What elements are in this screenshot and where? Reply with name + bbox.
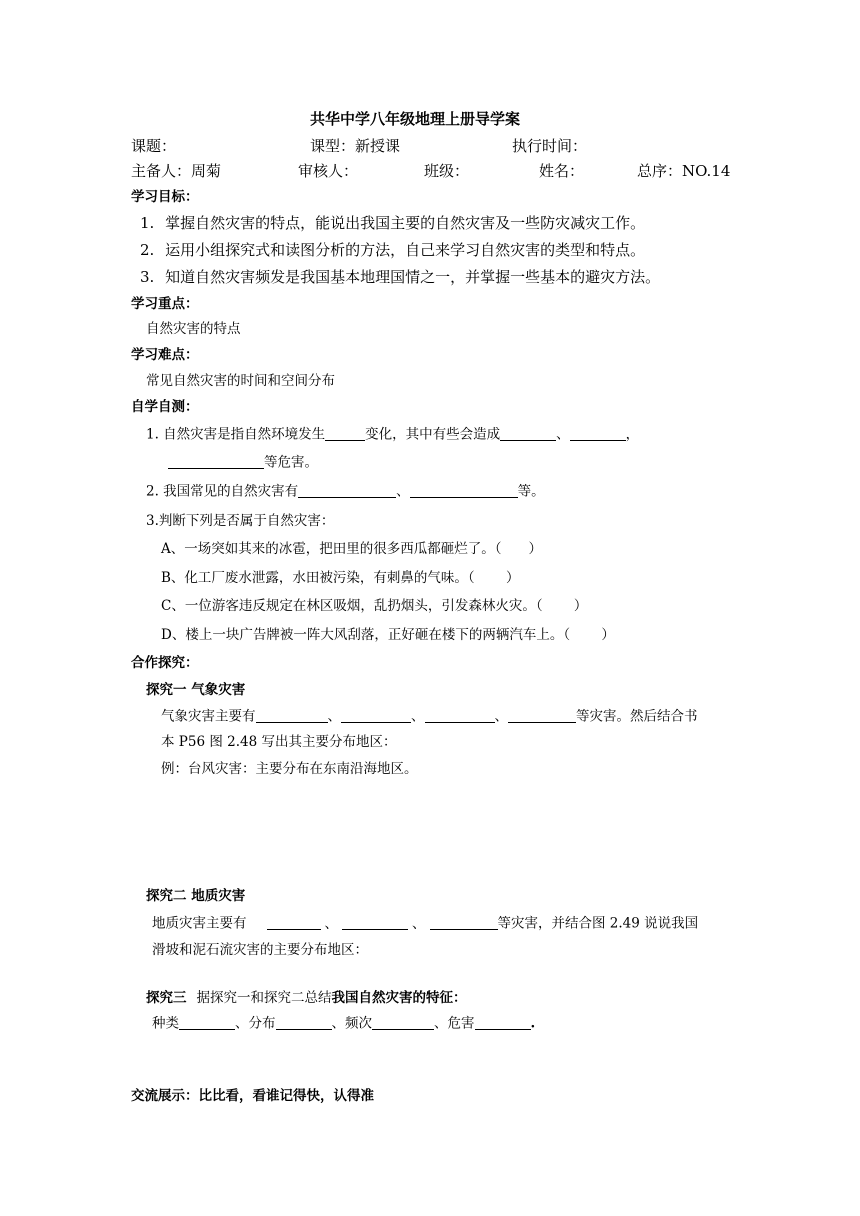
self-test-q1 [146, 426, 639, 443]
goal-item-1 [140, 214, 645, 232]
goal-text: 掌握自然灾害的特点，能说出我国主要的自然灾害及一些防灾减灾工作。 [165, 214, 646, 232]
answer-blank[interactable] [425, 708, 495, 723]
answer-blank[interactable] [410, 483, 518, 498]
explore-1-text: 气象灾害主要有 [161, 708, 256, 725]
answer-blank[interactable] [168, 454, 264, 469]
answer-blank[interactable] [342, 915, 408, 930]
feature-kind-label: 种类 [152, 1015, 179, 1032]
explore-1-line-1 [161, 708, 698, 725]
answer-blank[interactable] [179, 1015, 235, 1030]
lesson-type: 课型：新授课 [310, 137, 401, 155]
self-test-q1-cont [168, 454, 318, 471]
judge-option-b: B、化工厂废水泄露，水田被污染，有刺鼻的气味。（ ） [161, 570, 520, 586]
q1-text-c: 、 [556, 426, 570, 443]
self-test-heading: 自学自测： [131, 399, 199, 415]
separator: 、 [324, 915, 338, 932]
feature-harm-label: 、危害 [434, 1015, 475, 1032]
topic-label: 课题： [131, 137, 177, 155]
explore-2-line-2: 滑坡和泥石流灾害的主要分布地区： [152, 942, 368, 958]
goal-number: 3. [140, 268, 155, 286]
explore-2-line-1 [152, 915, 698, 932]
explore-2-text: 地质灾害主要有 [152, 915, 247, 932]
answer-blank[interactable] [430, 915, 498, 930]
goal-item-3 [140, 268, 660, 286]
explore-1-line-2: 本 P56 图 2.48 写出其主要分布地区： [161, 734, 397, 750]
exchange-heading: 交流展示：比比看，看谁记得快，认得准 [131, 1088, 374, 1104]
period: . [530, 1015, 536, 1032]
q2-text-a: 2. 我国常见的自然灾害有 [146, 483, 299, 500]
preparer: 主备人：周菊 [131, 162, 222, 180]
explore-3-text: 据探究一和探究二总结 [196, 990, 332, 1006]
exec-time-label: 执行时间： [512, 137, 588, 155]
explore-1-title: 探究一 气象灾害 [146, 682, 246, 698]
explore-3-title: 探究三 [146, 990, 187, 1006]
q2-text-b: 、 [396, 483, 410, 500]
q2-text-c: 等。 [517, 483, 545, 500]
answer-blank[interactable] [276, 1015, 332, 1030]
q1-text-d: ， [625, 426, 640, 443]
coop-heading: 合作探究： [131, 655, 199, 671]
goals-heading: 学习目标： [131, 189, 199, 205]
goal-item-2 [140, 241, 645, 259]
feature-frequency-label: 、频次 [331, 1015, 372, 1032]
answer-blank[interactable] [325, 426, 365, 441]
reviewer-label: 审核人： [298, 162, 359, 180]
serial-number: 总序：NO.14 [637, 162, 731, 180]
key-point-heading: 学习重点： [131, 296, 199, 312]
separator: 、 [412, 915, 426, 932]
self-test-q2 [146, 483, 545, 500]
page-title: 共华中学八年级地理上册导学案 [310, 110, 521, 128]
answer-blank[interactable] [267, 915, 321, 930]
judge-option-a: A、一场突如其来的冰雹，把田里的很多西瓜都砸烂了。（ ） [161, 541, 542, 557]
explore-1-text-end: 等灾害。然后结合书 [576, 708, 698, 725]
answer-blank[interactable] [508, 708, 576, 723]
explore-1-example: 例：台风灾害：主要分布在东南沿海地区。 [161, 761, 418, 777]
goal-number: 1. [140, 214, 155, 232]
judge-option-d: D、楼上一块广告牌被一阵大风刮落，正好砸在楼下的两辆汽车上。（ ） [161, 627, 615, 643]
explore-3-features [152, 1015, 535, 1032]
difficulty-heading: 学习难点： [131, 347, 199, 363]
answer-blank[interactable] [570, 426, 626, 441]
separator: 、 [411, 708, 425, 725]
goal-text: 运用小组探究式和读图分析的方法，自己来学习自然灾害的类型和特点。 [165, 241, 646, 259]
feature-distribution-label: 、分布 [235, 1015, 276, 1032]
answer-blank[interactable] [256, 708, 328, 723]
answer-blank[interactable] [298, 483, 396, 498]
explore-3-title-line [146, 990, 467, 1006]
answer-blank[interactable] [500, 426, 556, 441]
goal-number: 2. [140, 241, 155, 259]
judge-option-c: C、一位游客违反规定在林区吸烟，乱扔烟头，引发森林火灾。（ ） [161, 598, 588, 614]
class-label: 班级： [424, 162, 470, 180]
name-label: 姓名： [539, 162, 585, 180]
explore-2-title: 探究二 地质灾害 [146, 888, 246, 904]
answer-blank[interactable] [341, 708, 411, 723]
answer-blank[interactable] [475, 1015, 531, 1030]
self-test-q3: 3.判断下列是否属于自然灾害： [146, 513, 335, 529]
difficulty-text: 常见自然灾害的时间和空间分布 [146, 373, 335, 389]
explore-3-text-bold: 我国自然灾害的特征： [331, 990, 467, 1006]
q1-text-a: 1. 自然灾害是指自然环境发生 [146, 426, 326, 443]
goal-text: 知道自然灾害频发是我国基本地理国情之一，并掌握一些基本的避灾方法。 [165, 268, 661, 286]
separator: 、 [494, 708, 508, 725]
explore-2-text-end: 等灾害，并结合图 2.49 说说我国 [497, 915, 699, 932]
q1-text-e: 等危害。 [264, 454, 318, 471]
separator: 、 [327, 708, 341, 725]
key-point-text: 自然灾害的特点 [146, 321, 241, 337]
answer-blank[interactable] [372, 1015, 434, 1030]
q1-text-b: 变化，其中有些会造成 [365, 426, 501, 443]
